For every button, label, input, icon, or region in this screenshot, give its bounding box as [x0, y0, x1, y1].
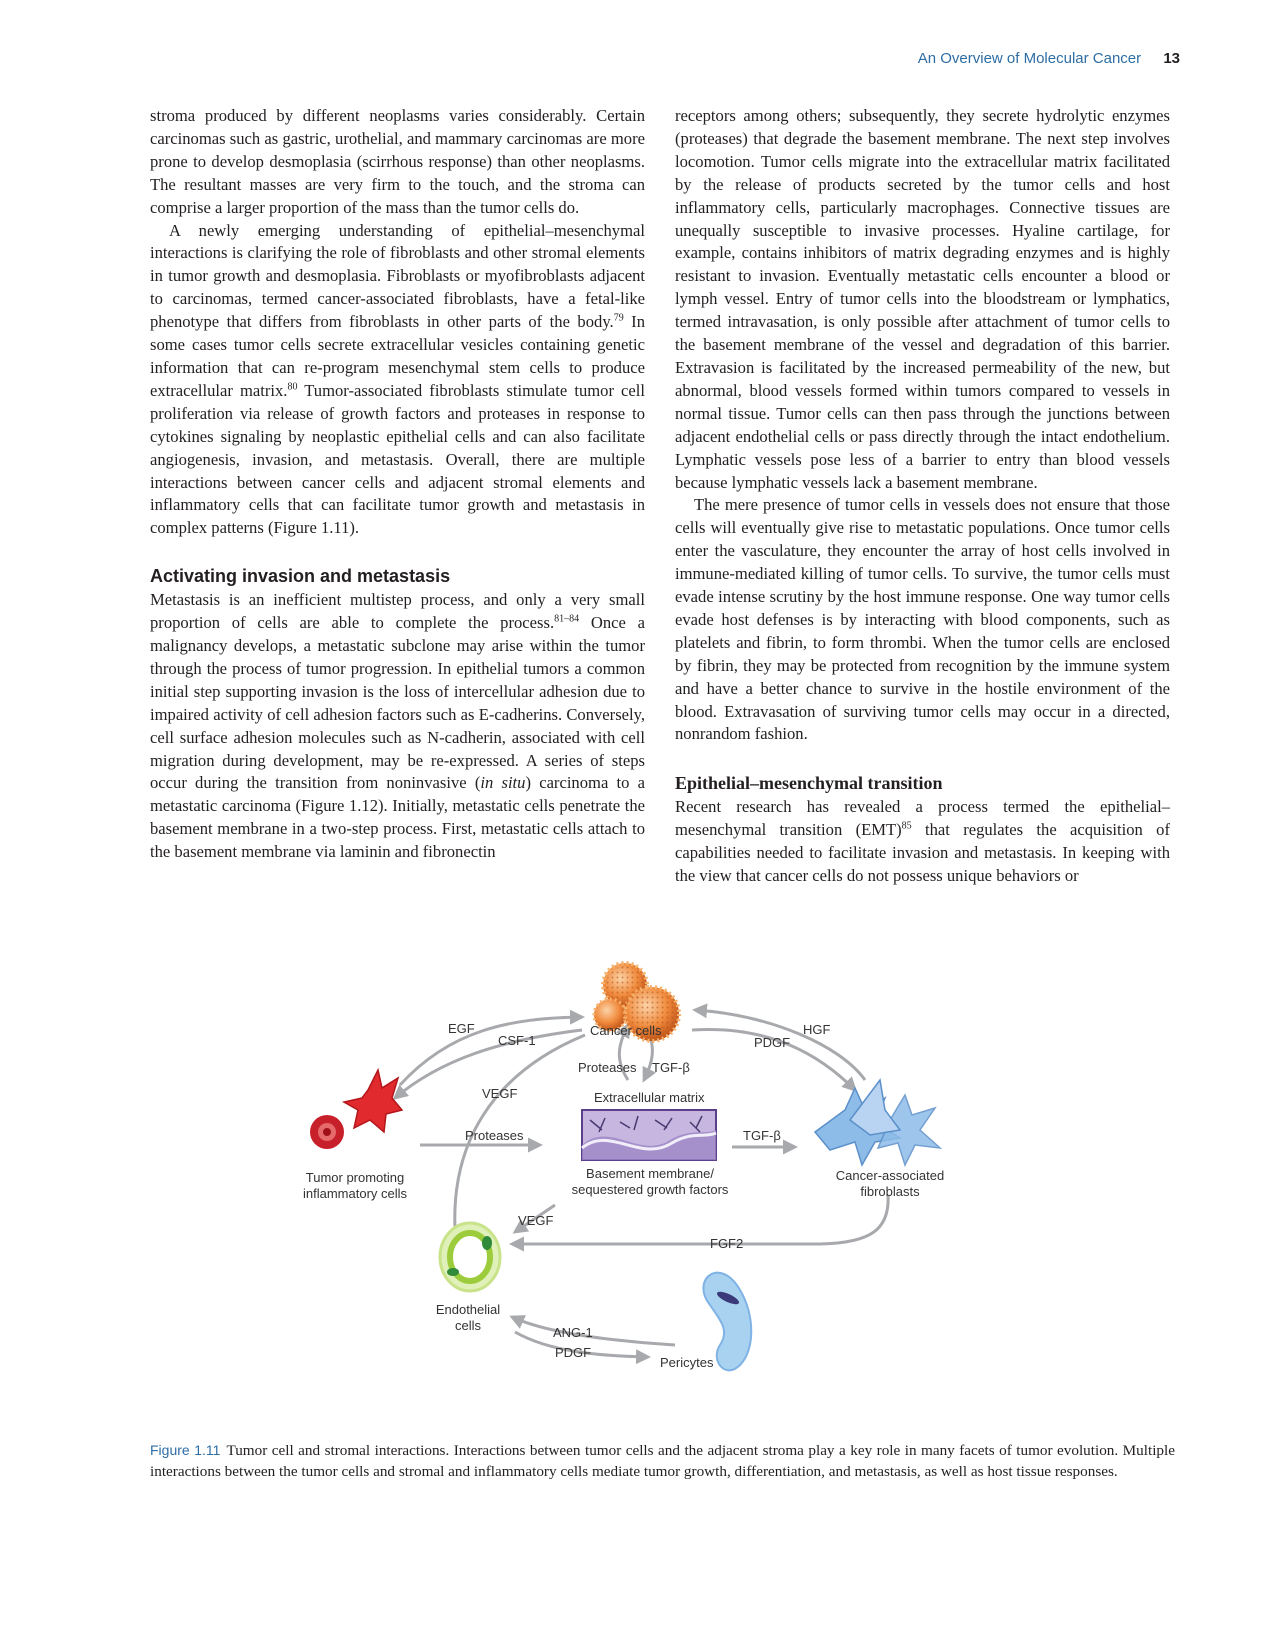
figure-diagram	[300, 960, 1020, 1430]
inflammatory-cells-illustration	[310, 1070, 402, 1149]
running-title: An Overview of Molecular Cancer	[917, 50, 1142, 67]
label-ecm: Extracellular matrix	[594, 1090, 705, 1105]
paragraph	[675, 796, 1170, 888]
label-proteases-mid: Proteases	[465, 1128, 524, 1143]
paragraph	[150, 589, 645, 864]
label-endothelial-1: Endothelial	[435, 1302, 501, 1317]
running-head	[700, 50, 1180, 67]
paragraph-text: A newly emerging understanding of epithelial–mesenchymal interactions is clarifying the role of fibroblasts and other stromal elements in tumor growth and desmoplasia. Fibroblasts or myofibroblasts adjacent to carcinomas, termed cancer-associated fibroblasts, have a fetal-like phenotype that differs from fibroblasts in other parts of the body.	[150, 220, 645, 332]
fibroblasts-illustration	[815, 1080, 940, 1165]
label-inflammatory-2: inflammatory cells	[302, 1186, 408, 1201]
citation-superscript: 85	[901, 820, 912, 832]
label-basement-membrane-1: Basement membrane/	[586, 1166, 714, 1181]
label-hgf: HGF	[803, 1022, 831, 1037]
label-endothelial-2: cells	[454, 1318, 482, 1333]
label-cancer-cells: Cancer cells	[590, 1023, 662, 1038]
citation-superscript: 81–84	[554, 613, 580, 625]
page-number: 13	[1163, 50, 1180, 67]
paragraph: stroma produced by different neoplasms varies considerably. Certain carcinomas such as gastric, urothelial, and mammary carcinomas are more prone to develop desmoplasia (scirrhous response) than other neoplasms. The resultant masses are very firm to the touch, and the stroma can comprise a larger proportion of the mass than the tumor cells do.	[150, 106, 645, 217]
figure-caption	[150, 1440, 1175, 1482]
label-vegf-bottom: VEGF	[518, 1213, 554, 1228]
paragraph-text: that regulates the acquisition of capabilities needed to facilitate invasion and metastasis. In keeping with the view that cancer cells do not possess unique behaviors or	[675, 820, 1170, 886]
label-inflammatory-1: Tumor promoting	[305, 1170, 405, 1185]
label-tgfb-top: TGF-β	[652, 1060, 690, 1075]
label-vegf-left: VEGF	[482, 1086, 518, 1101]
label-tgfb-mid: TGF-β	[743, 1128, 781, 1143]
extracellular-matrix-illustration	[582, 1110, 716, 1160]
arrow-fgf2	[512, 1195, 888, 1244]
label-fibroblasts-1: Cancer-associated	[835, 1168, 945, 1183]
paragraph	[150, 220, 645, 541]
caption-label: Figure 1.11	[150, 1442, 221, 1458]
label-pdgf-top: PDGF	[754, 1035, 791, 1050]
citation-superscript: 79	[613, 312, 624, 324]
right-column	[675, 105, 1170, 888]
paragraph-text: ) carcinoma to a metastatic carcinoma (Figure 1.12). Initially, metastatic cells penetrate the basement membrane in a two-step process. First, metastatic cells attach to the basement membrane via laminin and fibronectin	[150, 773, 645, 862]
caption-text: Tumor cell and stromal interactions. Interactions between tumor cells and the adjacent stroma play a key role in many facets of tumor evolution. Multiple interactions between the tumor cells and stromal and inflammatory cells mediate tumor growth, differentiation, and metastasis, as well as host tissue responses.	[150, 1442, 1175, 1480]
label-pericytes: Pericytes	[660, 1355, 714, 1370]
endothelial-cells-illustration	[440, 1223, 500, 1291]
citation-superscript: 80	[287, 381, 298, 393]
label-egf: EGF	[448, 1021, 475, 1036]
paragraph-text: Tumor-associated fibroblasts stimulate tumor cell proliferation via release of growth factors and proteases in response to cytokines signaling by neoplastic epithelial cells and can also facilitate angiogenesis, invasion, and metastasis. Overall, there are multiple interactions between cancer cells and adjacent stromal elements and inflammatory cells that can facilitate tumor growth and metastasis in complex patterns (Figure 1.11).	[150, 380, 645, 538]
section-heading: Activating invasion and metastasis	[150, 566, 451, 587]
label-fibroblasts-2: fibroblasts	[860, 1184, 920, 1199]
label-fgf2: FGF2	[710, 1236, 744, 1251]
label-proteases-top: Proteases	[578, 1060, 637, 1075]
paragraph: receptors among others; subsequently, they secrete hydrolytic enzymes (proteases) that degrade the basement membrane. The next step involves locomotion. Tumor cells migrate into the extracellular matrix facilitated by the release of products secreted by the tumor cells and host inflammatory cells, particularly macrophages. Connective tissues are unequally susceptible to invasive processes. Hyaline cartilage, for example, contains inhibitors of matrix degrading enzymes and is highly resistant to invasion. Eventually metastatic cells encounter a blood or lymph vessel. Entry of tumor cells into the bloodstream or lymphatics, termed intravasation, is only possible after attachment of tumor cells to the basement membrane of the vessel and degradation of this barrier. Extravasion is facilitated by the increased permeability of the new, but abnormal, blood vessels formed within tumors compared to vessels in normal tissue. Tumor cells can then pass through the junctions between adjacent endothelial cells or pass directly through the intact endothelium. Lymphatic vessels pose less of a barrier to entry than blood vessels because lymphatic vessels lack a basement membrane.	[675, 106, 1170, 492]
paragraph-text: Recent research has revealed a process termed the epithelial–mesenchymal transition (EMT)	[675, 797, 1170, 840]
label-pdgf-bottom: PDGF	[555, 1345, 592, 1360]
paragraph-text: Metastasis is an inefficient multistep process, and only a very small proportion of cells are able to complete the process.	[150, 590, 645, 633]
left-column	[150, 105, 645, 864]
paragraph: The mere presence of tumor cells in vessels does not ensure that those cells will eventually give rise to metastatic populations. Once tumor cells enter the vasculature, they encounter the array of host cells involved in immune-mediated killing of tumor cells. To survive, the tumor cells must evade intense scrutiny by the host immune response. One way tumor cells evade host defenses is by interacting with blood components, such as platelets and fibrin, to form thrombi. When the tumor cells are enclosed by fibrin, they may be protected from recognition by the immune system and have a better chance to survive in the hostile environment of the blood. Extravasation of surviving tumor cells may occur in a directed, nonrandom fashion.	[675, 495, 1170, 744]
paragraph-text: Once a malignancy develops, a metastatic subclone may arise within the tumor through the process of tumor progression. In epithelial tumors a common initial step supporting invasion is the loss of intercellular adhesion due to impaired activity of cell adhesion factors such as E-cadherins. Conversely, cell surface adhesion molecules such as N-cadherin, associated with cell migration during development, may be re-expressed. A series of steps occur during the transition from noninvasive (	[150, 613, 645, 793]
paragraph-text: In some cases tumor cells secrete extracellular vesicles containing genetic information that can re-program mesenchymal stem cells to produce extracellular matrix.	[150, 312, 645, 400]
section-heading: Epithelial–mesenchymal transition	[675, 773, 943, 794]
italic-term: in situ	[480, 773, 526, 793]
label-csf1: CSF-1	[498, 1033, 536, 1048]
label-ang1: ANG-1	[553, 1325, 593, 1340]
label-basement-membrane-2: sequestered growth factors	[571, 1182, 729, 1197]
